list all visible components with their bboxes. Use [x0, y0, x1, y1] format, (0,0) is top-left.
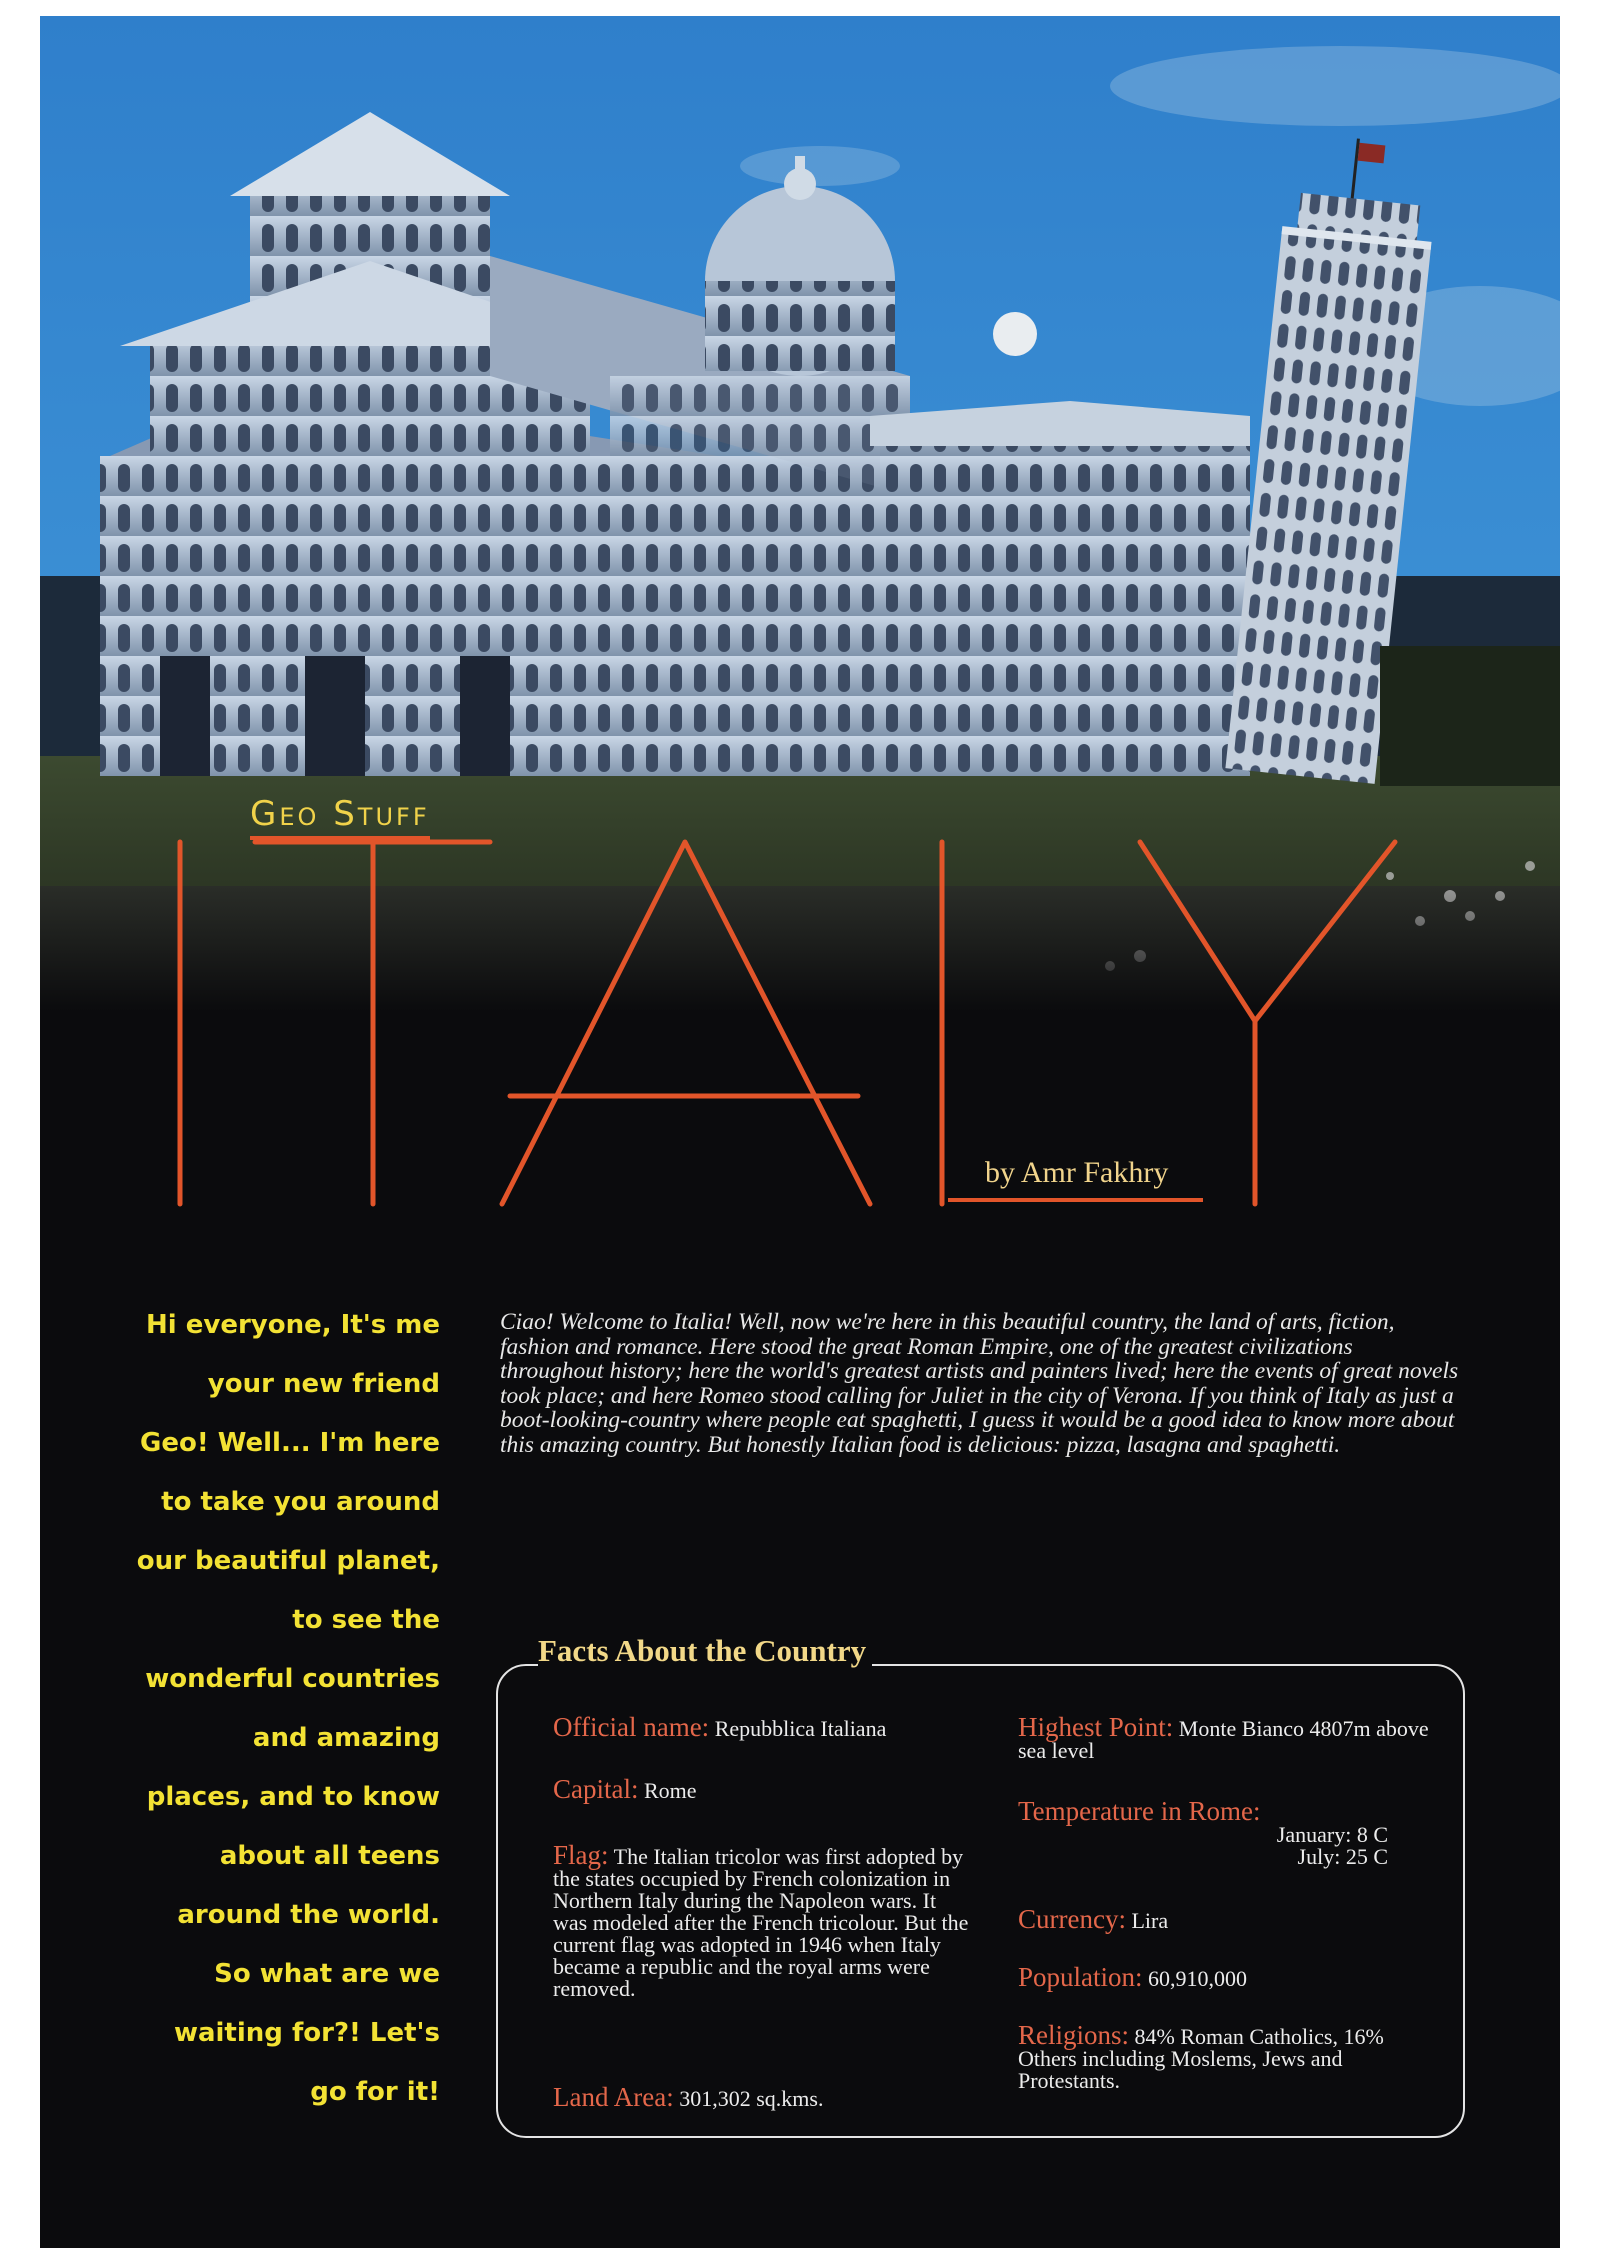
- fact-label: Highest Point:: [1018, 1712, 1174, 1742]
- fact-label: Currency:: [1018, 1904, 1126, 1934]
- fact-currency: [1018, 1904, 1438, 1934]
- page-title: [40, 16, 1560, 1246]
- intro-line: wonderful countries: [145, 1664, 440, 1694]
- fact-value: Repubblica Italiana: [714, 1716, 887, 1741]
- title-letter-y-arms: [1140, 842, 1395, 1021]
- fact-value: 301,302 sq.kms.: [679, 2086, 824, 2111]
- intro-line: your new friend: [207, 1369, 440, 1399]
- fact-temperature: [1018, 1796, 1388, 1869]
- series-label: Geo Stuff: [250, 794, 430, 840]
- fact-highest-point: [1018, 1712, 1438, 1763]
- fact-temperature-january: January: 8 C: [1276, 1822, 1388, 1847]
- byline-underline: [948, 1198, 1203, 1202]
- intro-line: and amazing: [252, 1723, 440, 1753]
- intro-line: waiting for?! Let's: [173, 2018, 440, 2048]
- intro-column: [120, 1308, 440, 2134]
- fact-land-area: [553, 2082, 973, 2112]
- fact-official-name: [553, 1712, 973, 1742]
- fact-label: Flag:: [553, 1840, 609, 1870]
- intro-line: to take you around: [161, 1487, 440, 1517]
- fact-value: 60,910,000: [1148, 1966, 1248, 1991]
- fact-label: Capital:: [553, 1774, 639, 1804]
- fact-temperature-july: July: 25 C: [1297, 1844, 1388, 1869]
- fact-value: Monte Bianco 4807m above sea level: [1018, 1716, 1429, 1763]
- title-letter-a: [502, 842, 870, 1204]
- fact-capital: [553, 1774, 973, 1804]
- fact-value: Rome: [643, 1778, 697, 1803]
- fact-value: Lira: [1131, 1908, 1169, 1933]
- intro-line: Geo! Well... I'm here: [139, 1428, 440, 1458]
- fact-value: 84% Roman Catholics, 16% Others including Moslems, Jews and Protestants.: [1018, 2024, 1384, 2093]
- intro-line: go for it!: [310, 2077, 440, 2107]
- byline: by Amr Fakhry: [985, 1156, 1169, 1189]
- fact-label: Temperature in Rome:: [1018, 1796, 1261, 1826]
- intro-line: around the world.: [177, 1900, 440, 1930]
- fact-population: [1018, 1962, 1438, 1992]
- fact-religions: [1018, 2020, 1438, 2093]
- fact-value: The Italian tricolor was first adopted by the states occupied by French colonization in Northern Italy during the Napoleon wars. It was modeled after the French tricolour. But the current flag was adopted in 1946 when Italy became a republic and the royal arms were removed.: [553, 1844, 969, 2001]
- facts-heading: Facts About the Country: [538, 1633, 872, 1669]
- intro-line: Hi everyone, It's me: [146, 1310, 440, 1340]
- fact-label: Religions:: [1018, 2020, 1130, 2050]
- fact-flag: [553, 1840, 973, 2001]
- intro-line: So what are we: [214, 1959, 440, 1989]
- intro-line: to see the: [292, 1605, 440, 1635]
- intro-line: our beautiful planet,: [136, 1546, 440, 1576]
- fact-label: Land Area:: [553, 2082, 674, 2112]
- magazine-page: [40, 16, 1560, 2248]
- fact-label: Official name:: [553, 1712, 710, 1742]
- intro-line: places, and to know: [146, 1782, 440, 1812]
- facts-box: [496, 1664, 1465, 2138]
- fact-label: Population:: [1018, 1962, 1143, 1992]
- intro-line: about all teens: [219, 1841, 440, 1871]
- body-paragraph: Ciao! Welcome to Italia! Well, now we're here in this beautiful country, the land of arts, fiction, fashion and romance. Here stood the great Roman Empire, one of the greatest civilizations throughout history; here the world's greatest artists and painters lived; here the events of great novels took place; and here Romeo stood calling for Juliet in the city of Verona. If you think of Italy as just a boot-looking-country where people eat spaghetti, I guess it would be a good idea to know more about this amazing country. But honestly Italian food is delicious: pizza, lasagna and spaghetti.: [500, 1309, 1459, 1458]
